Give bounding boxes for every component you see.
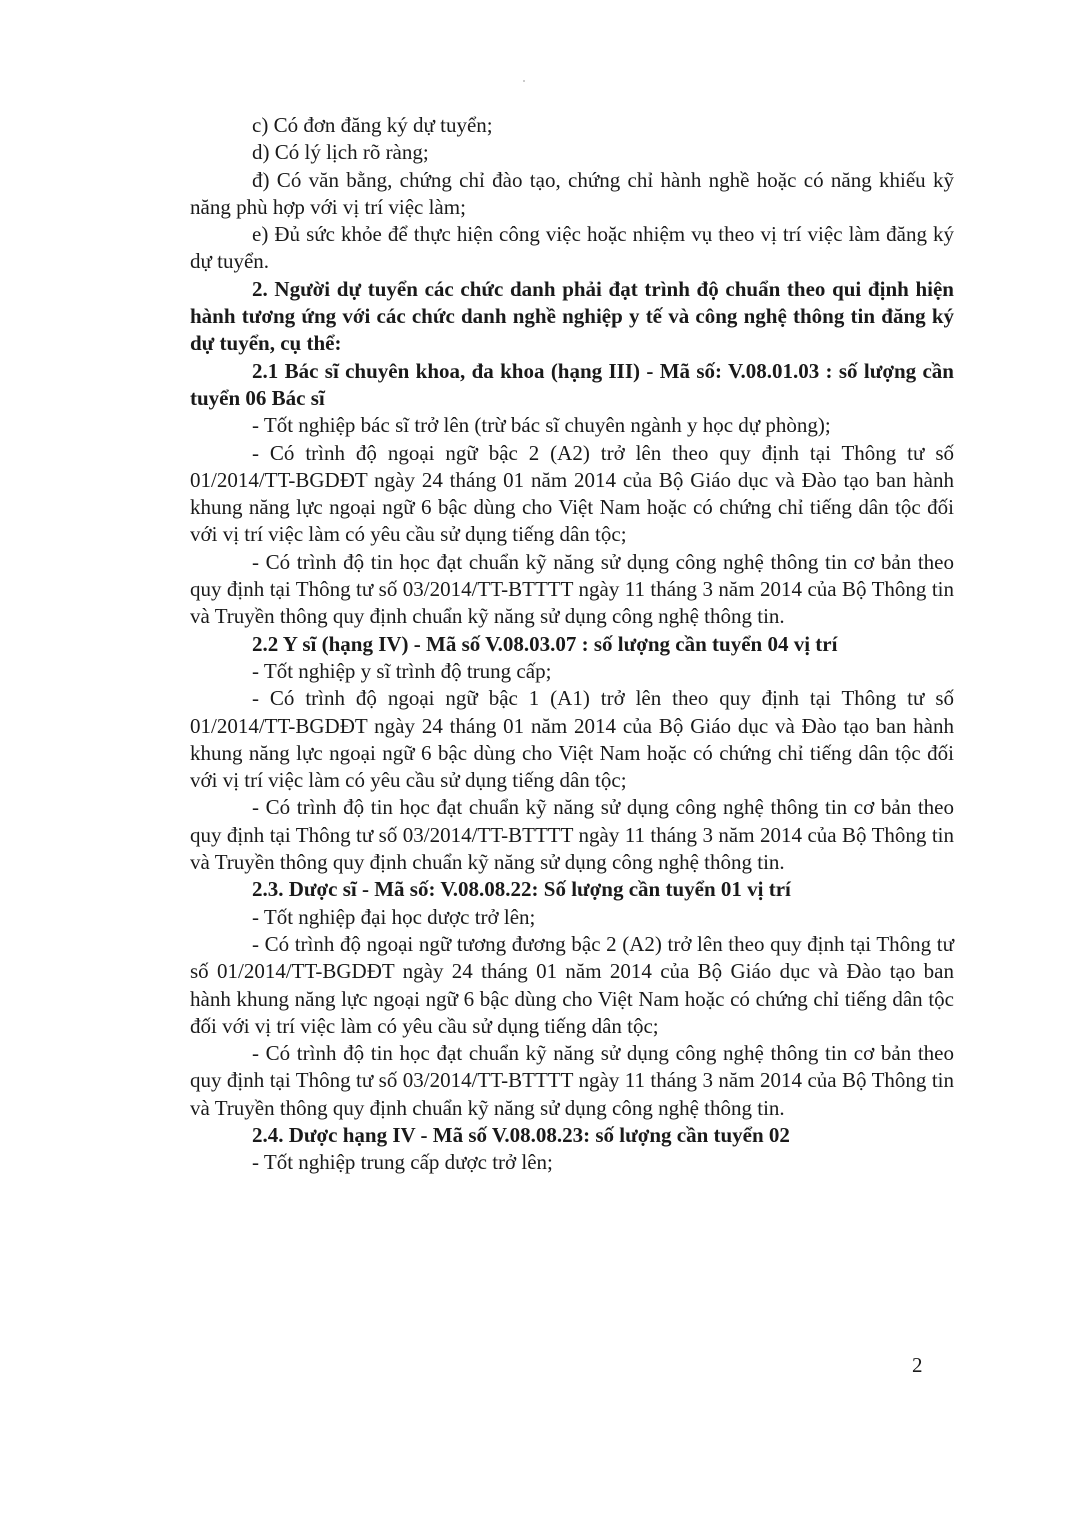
section-2-1-req-1: - Tốt nghiệp bác sĩ trở lên (trừ bác sĩ chuyên ngành y học dự phòng); xyxy=(252,413,831,438)
section-2-2-req-3: - Có trình độ tin học đạt chuẩn kỹ năng sử dụng công nghệ thông tin cơ bản theo quy định tại Thông tư số 03/2014/TT-BTTTT ngày 11 tháng 3 năm 2014 của Bộ Thông tin và Truyền thông quy định chuẩn kỹ năng sử dụng công nghệ thông tin. xyxy=(190,795,954,875)
section-2-1-req-2: - Có trình độ ngoại ngữ bậc 2 (A2) trở lên theo quy định tại Thông tư số 01/2014/TT-BGDĐT ngày 24 tháng 01 năm 2014 của Bộ Giáo dục và Đào tạo ban hành khung năng lực ngoại ngữ 6 bậc dùng cho Việt Nam hoặc có chứng chỉ tiếng dân tộc đối với vị trí việc làm có yêu cầu sử dụng tiếng dân tộc; xyxy=(190,440,954,547)
section-2-4-req-1: - Tốt nghiệp trung cấp dược trở lên; xyxy=(252,1150,553,1175)
section-2-heading: 2. Người dự tuyển các chức danh phải đạt trình độ chuẩn theo qui định hiện hành tương ứng với các chức danh nghề nghiệp y tế và công nghệ thông tin đăng ký dự tuyển, cụ thể: xyxy=(190,276,954,356)
scan-speck xyxy=(523,80,525,82)
section-2-1-req-3: - Có trình độ tin học đạt chuẩn kỹ năng sử dụng công nghệ thông tin cơ bản theo quy định tại Thông tư số 03/2014/TT-BTTTT ngày 11 tháng 3 năm 2014 của Bộ Thông tin và Truyền thông quy định chuẩn kỹ năng sử dụng công nghệ thông tin. xyxy=(190,549,954,629)
page-number: 2 xyxy=(912,1353,923,1377)
section-2-3-req-2: - Có trình độ ngoại ngữ tương đương bậc 2 (A2) trở lên theo quy định tại Thông tư số 01/2014/TT-BGDĐT ngày 24 tháng 01 năm 2014 của Bộ Giáo dục và Đào tạo ban hành khung năng lực ngoại ngữ 6 bậc dùng cho Việt Nam hoặc có chứng chỉ tiếng dân tộc đối với vị trí việc làm có yêu cầu sử dụng tiếng dân tộc; xyxy=(190,931,954,1038)
item-dd: đ) Có văn bằng, chứng chỉ đào tạo, chứng chỉ hành nghề hoặc có năng khiếu kỹ năng phù hợp với vị trí việc làm; xyxy=(190,167,954,219)
item-d: d) Có lý lịch rõ ràng; xyxy=(252,140,429,165)
section-2-4-heading: 2.4. Dược hạng IV - Mã số V.08.08.23: số lượng cần tuyển 02 xyxy=(252,1122,790,1147)
section-2-2-heading: 2.2 Y sĩ (hạng IV) - Mã số V.08.03.07 : số lượng cần tuyển 04 vị trí xyxy=(252,631,838,656)
section-2-3-req-1: - Tốt nghiệp đại học dược trở lên; xyxy=(252,904,536,929)
item-c: c) Có đơn đăng ký dự tuyển; xyxy=(252,113,493,137)
section-2-3-req-3: - Có trình độ tin học đạt chuẩn kỹ năng sử dụng công nghệ thông tin cơ bản theo quy định tại Thông tư số 03/2014/TT-BTTTT ngày 11 tháng 3 năm 2014 của Bộ Thông tin và Truyền thông quy định chuẩn kỹ năng sử dụng công nghệ thông tin. xyxy=(190,1041,954,1120)
section-2-2-req-1: - Tốt nghiệp y sĩ trình độ trung cấp; xyxy=(252,658,552,683)
document-body xyxy=(190,112,954,1177)
item-e: e) Đủ sức khỏe để thực hiện công việc hoặc nhiệm vụ theo vị trí việc làm đăng ký dự tuyển. xyxy=(190,222,954,274)
section-2-3-heading: 2.3. Dược sĩ - Mã số: V.08.08.22: Số lượng cần tuyển 01 vị trí xyxy=(252,877,791,902)
section-2-2-req-2: - Có trình độ ngoại ngữ bậc 1 (A1) trở lên theo quy định tại Thông tư số 01/2014/TT-BGDĐT ngày 24 tháng 01 năm 2014 của Bộ Giáo dục và Đào tạo ban hành khung năng lực ngoại ngữ 6 bậc dùng cho Việt Nam hoặc có chứng chỉ tiếng dân tộc đối với vị trí việc làm có yêu cầu sử dụng tiếng dân tộc; xyxy=(190,686,954,793)
section-2-1-heading: 2.1 Bác sĩ chuyên khoa, đa khoa (hạng III) - Mã số: V.08.01.03 : số lượng cần tuyển 06 Bác sĩ xyxy=(190,358,954,410)
